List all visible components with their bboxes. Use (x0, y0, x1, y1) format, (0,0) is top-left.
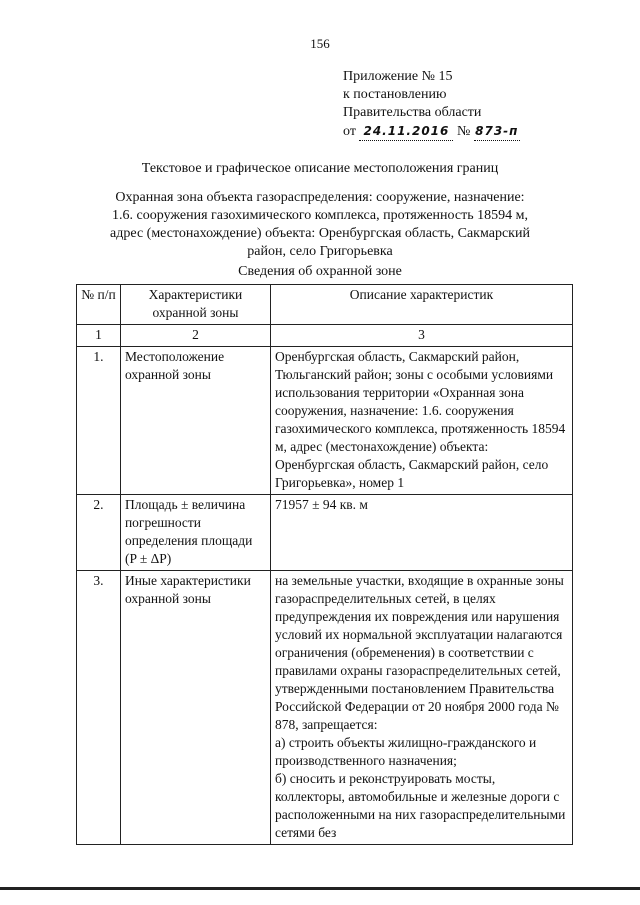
row-number: 2. (77, 495, 121, 571)
row-characteristic: Площадь ± величина погрешности определения площади (P ± ΔP) (120, 495, 270, 571)
appendix-line-3: Правительства области (343, 105, 482, 120)
column-number-2: 2 (120, 325, 270, 347)
from-label: от (343, 124, 356, 139)
zone-table (76, 284, 573, 845)
handwritten-number: 873-п (474, 122, 520, 141)
header-number: № п/п (77, 285, 121, 325)
table-row (77, 495, 573, 571)
table-column-numbers-row (77, 325, 573, 347)
column-number-1: 1 (77, 325, 121, 347)
row-number: 3. (77, 571, 121, 845)
document-title: Текстовое и графическое описание местоположения границ (141, 161, 499, 176)
appendix-block (343, 68, 520, 141)
appendix-date-line (343, 122, 520, 141)
row-characteristic: Иные характеристики охранной зоны (120, 571, 270, 845)
row-number: 1. (77, 347, 121, 495)
row-description: 71957 ± 94 кв. м (270, 495, 572, 571)
row-description (270, 571, 572, 845)
table-caption: Сведения об охранной зоне (238, 264, 402, 279)
restriction-item-a: а) строить объекты жилищно-гражданского и производственного назначения; (274, 735, 537, 768)
object-description: Охранная зона объекта газораспределения: сооружение, назначение: 1.6. сооружения газохимического комплекса, протяженность 18594 м, адрес (местонахождение) объекта: Оренбургская область, Сакмарский район, село Григорьевка (110, 190, 530, 259)
table-row (77, 571, 573, 845)
page-number: 156 (310, 36, 330, 51)
header-description: Описание характеристик (270, 285, 572, 325)
number-label: № (456, 124, 471, 139)
row-characteristic: Местоположение охранной зоны (120, 347, 270, 495)
header-characteristic: Характеристики охранной зоны (120, 285, 270, 325)
restrictions-intro: на земельные участки, входящие в охранные зоны газораспределительных сетей, в целях предупреждения их повреждения или нарушения условий их нормальной эксплуатации налагаются ограничения (обременения) в соответствии с правилами охраны газораспределительных сетей, утвержденными постановлением Правительства Российской Федерации от 20 ноября 2000 года № 878, запрещается: (274, 573, 564, 732)
table-header-row (77, 285, 573, 325)
footer-rule (0, 887, 640, 890)
restriction-item-b: б) сносить и реконструировать мосты, коллекторы, автомобильные и железные дороги с расположенными на них газораспределительными сетями без (274, 771, 566, 840)
appendix-line-1: Приложение № 15 (343, 69, 453, 84)
appendix-line-2: к постановлению (343, 87, 447, 102)
table-row (77, 347, 573, 495)
column-number-3: 3 (270, 325, 572, 347)
row-description: Оренбургская область, Сакмарский район, Тюльганский район; зоны с особыми условиями использования территории «Охранная зона сооружения, назначение: 1.6. сооружения газохимического комплекса, протяженность 18594 м, адрес (местонахождение) объекта: Оренбургская область, Сакмарский район, село Григорьевка», номер 1 (270, 347, 572, 495)
handwritten-date: 24.11.2016 (359, 122, 453, 141)
